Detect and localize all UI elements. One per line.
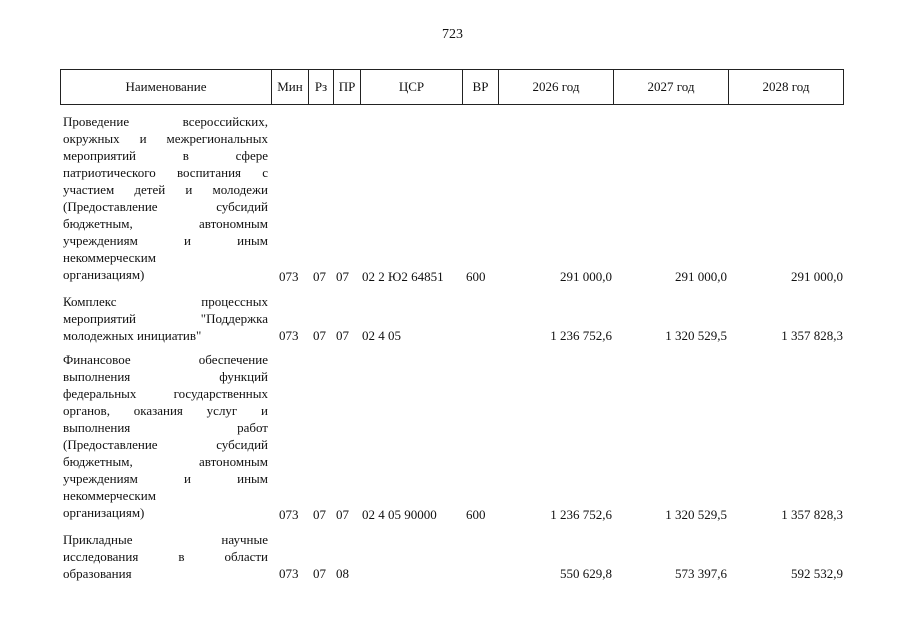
row-2028: 1 357 828,3 xyxy=(781,507,843,522)
header-pr: ПР xyxy=(334,70,361,104)
row-csr: 02 4 05 90000 xyxy=(362,507,437,522)
row-2026: 1 236 752,6 xyxy=(550,328,612,343)
row-csr: 02 4 05 xyxy=(362,328,401,343)
row-pr: 07 xyxy=(336,507,349,522)
page-number: 723 xyxy=(442,27,463,42)
row-2028: 592 532,9 xyxy=(791,566,843,581)
row-2026: 291 000,0 xyxy=(560,269,612,284)
row-name: Проведение всероссийских, окружных и межрегиональных мероприятий в сфере патриотического воспитания с участием детей и молодежи (Предоставление субсидий бюджетным, автономным учреждениям и иным некоммерческим организациям) xyxy=(63,114,268,282)
row-2027: 291 000,0 xyxy=(675,269,727,284)
row-name: Комплекс процессных мероприятий "Поддержка молодежных инициатив" xyxy=(63,294,268,343)
header-rz: Рз xyxy=(309,70,334,104)
row-name: Финансовое обеспечение выполнения функций федеральных государственных органов, оказания услуг и выполнения работ (Предоставление субсидий бюджетным, автономным учреждениям и иным некоммерческим организациям) xyxy=(63,352,268,520)
header-2028: 2028 год xyxy=(762,79,810,94)
table-header xyxy=(60,69,844,105)
row-rz: 07 xyxy=(313,328,326,343)
row-2026: 550 629,8 xyxy=(560,566,612,581)
header-csr: ЦСР xyxy=(361,70,463,104)
header-name: Наименование xyxy=(61,70,272,104)
row-pr: 07 xyxy=(336,328,349,343)
row-2027: 1 320 529,5 xyxy=(665,328,727,343)
row-vr: 600 xyxy=(466,269,486,284)
header-2027: 2027 год xyxy=(614,70,729,104)
row-rz: 07 xyxy=(313,507,326,522)
row-2028: 291 000,0 xyxy=(791,269,843,284)
row-2027: 1 320 529,5 xyxy=(665,507,727,522)
row-2027: 573 397,6 xyxy=(675,566,727,581)
row-pr: 08 xyxy=(336,566,349,581)
row-2028: 1 357 828,3 xyxy=(781,328,843,343)
row-min: 073 xyxy=(279,507,299,522)
row-pr: 07 xyxy=(336,269,349,284)
header-2026: 2026 год xyxy=(499,70,614,104)
row-vr: 600 xyxy=(466,507,486,522)
row-2026: 1 236 752,6 xyxy=(550,507,612,522)
row-name: Прикладные научные исследования в области образования xyxy=(63,532,268,581)
row-min: 073 xyxy=(279,328,299,343)
row-csr: 02 2 Ю2 64851 xyxy=(362,269,444,284)
row-min: 073 xyxy=(279,566,299,581)
row-rz: 07 xyxy=(313,566,326,581)
header-vr: ВР xyxy=(463,70,499,104)
header-min: Мин xyxy=(272,70,309,104)
row-min: 073 xyxy=(279,269,299,284)
row-rz: 07 xyxy=(313,269,326,284)
